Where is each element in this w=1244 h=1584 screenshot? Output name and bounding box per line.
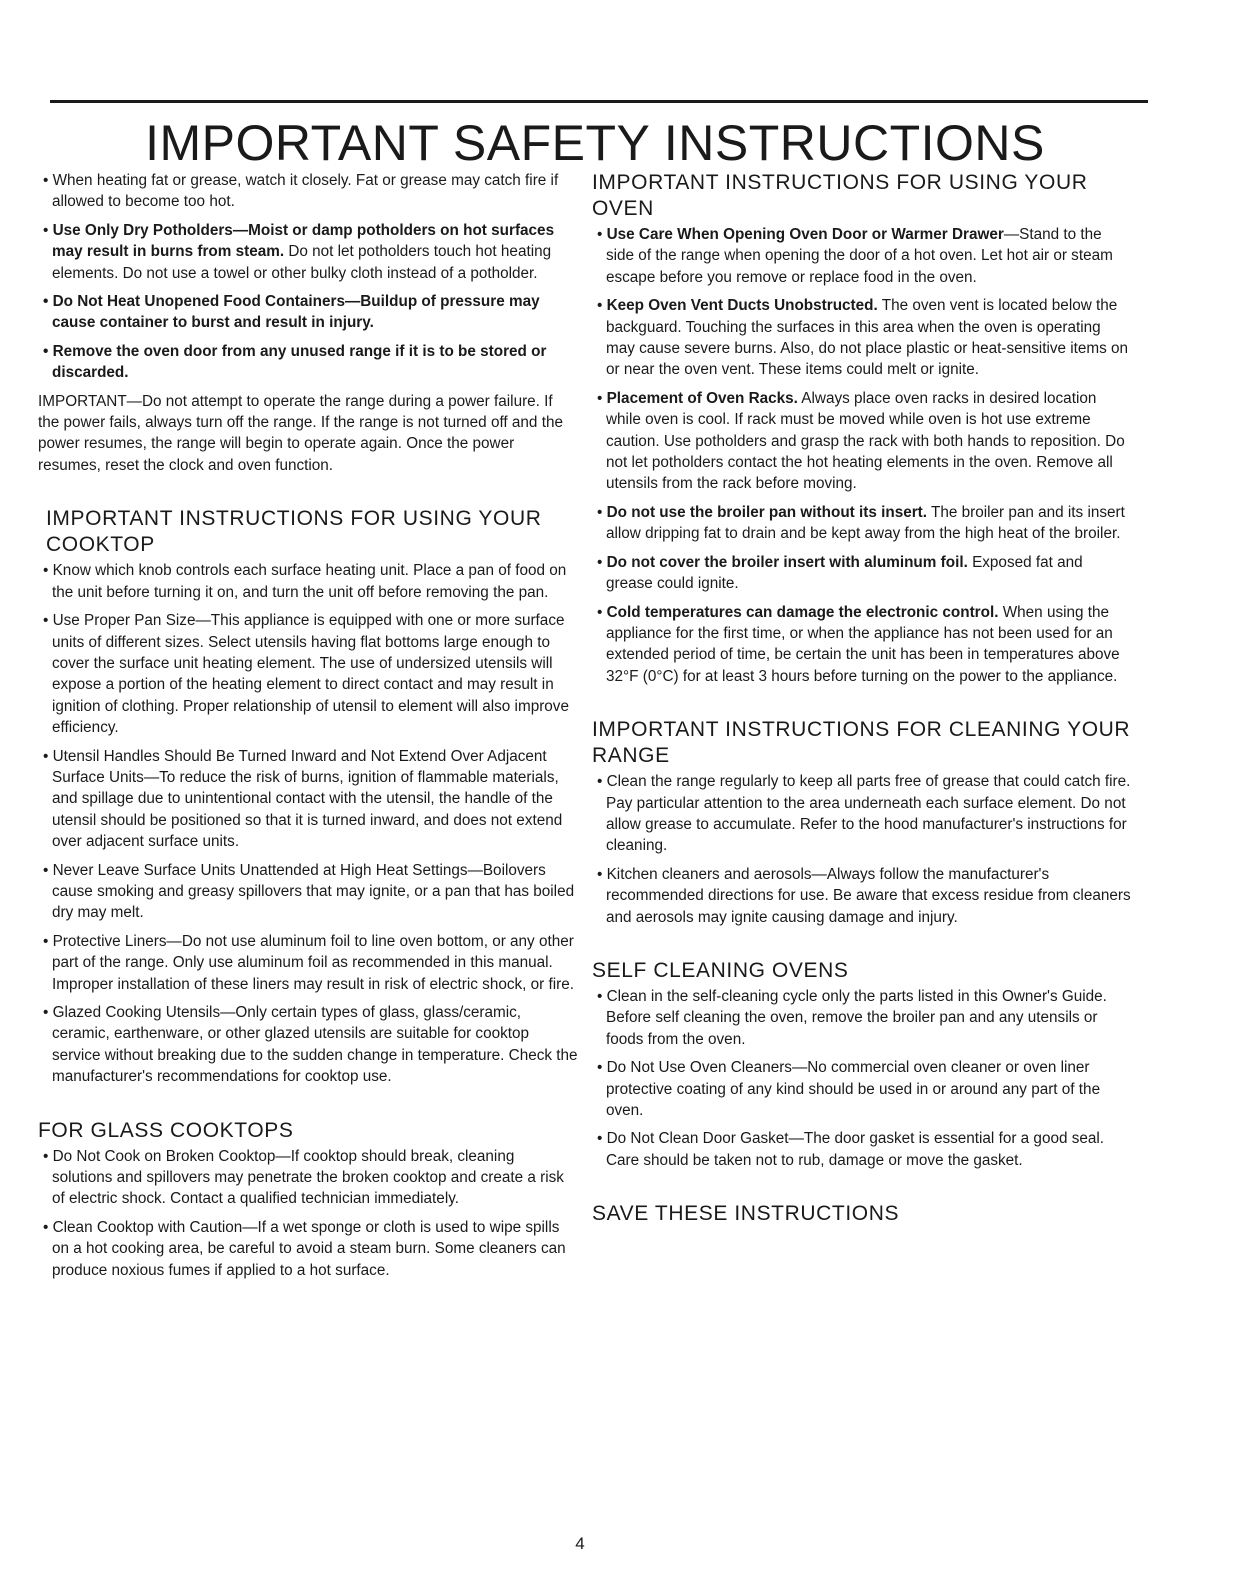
list-item: • Utensil Handles Should Be Turned Inward and Not Extend Over Adjacent Surface Units—To reduce the risk of burns, ignition of flammable materials, and spillage due to unintentional contact with the utensil, the handle of the utensil should be positioned so that it is turned inward, and does not extend over adjacent surface units. — [38, 746, 578, 853]
list-item: • Kitchen cleaners and aerosols—Always follow the manufacturer's recommended directions for use. Be aware that excess residue from cleaners and aerosols may ignite causing damage and injury. — [592, 864, 1132, 928]
important-note: IMPORTANT—Do not attempt to operate the range during a power failure. If the power fails, always turn off the range. If the range is not turned off and the power resumes, the range will begin to operate again. Once the power resumes, reset the clock and oven function. — [38, 392, 563, 474]
page-title: IMPORTANT SAFETY INSTRUCTIONS — [145, 115, 1045, 171]
page-number: 4 — [575, 1534, 585, 1553]
list-item: • Glazed Cooking Utensils—Only certain types of glass, glass/ceramic, ceramic, earthenware, or other glazed utensils are suitable for cooktop service without breaking due to the sudden change in temperature. Check the manufacturer's recommendations for cooktop use. — [38, 1002, 578, 1088]
list-item: • Do Not Use Oven Cleaners—No commercial oven cleaner or oven liner protective coating of any kind should be used in or around any part of the oven. — [592, 1057, 1132, 1121]
right-column — [592, 170, 1132, 1229]
section-heading-cooktop: IMPORTANT INSTRUCTIONS FOR USING YOUR COOKTOP — [46, 507, 542, 557]
list-item: • Use Only Dry Potholders—Moist or damp potholders on hot surfaces may result in burns from steam. Do not let potholders touch hot heating elements. Do not use a towel or other bulky cloth instead of a potholder. — [38, 220, 578, 284]
top-rule — [50, 100, 1148, 103]
section-heading-cleaning: IMPORTANT INSTRUCTIONS FOR CLEANING YOUR RANGE — [592, 718, 1131, 768]
list-item: • Never Leave Surface Units Unattended at High Heat Settings—Boilovers cause smoking and greasy spillovers that may ignite, or a pan that has boiled dry may melt. — [38, 860, 578, 924]
list-item: • Know which knob controls each surface heating unit. Place a pan of food on the unit before turning it on, and turn the unit off before removing the pan. — [38, 560, 578, 603]
list-item: • Cold temperatures can damage the electronic control. When using the appliance for the first time, or when the appliance has not been used for an extended period of time, be certain the unit has been in temperatures above 32°F (0°C) for at least 3 hours before turning on the power to the appliance. — [592, 602, 1132, 688]
list-item: • Do not cover the broiler insert with aluminum foil. Exposed fat and grease could ignite. — [592, 552, 1132, 595]
list-item: • Protective Liners—Do not use aluminum foil to line oven bottom, or any other part of the range. Only use aluminum foil as recommended in this manual. Improper installation of these liners may result in risk of electric shock, or fire. — [38, 931, 578, 995]
list-item: • Do not use the broiler pan without its insert. The broiler pan and its insert allow dripping fat to drain and be kept away from the high heat of the broiler. — [592, 502, 1132, 545]
list-item: • When heating fat or grease, watch it closely. Fat or grease may catch fire if allowed to become too hot. — [38, 170, 578, 213]
section-heading-glass-cooktops: FOR GLASS COOKTOPS — [38, 1118, 294, 1142]
list-item: • Clean the range regularly to keep all parts free of grease that could catch fire. Pay particular attention to the area underneath each surface element. Do not allow grease to accumulate. Refer to the hood manufacturer's instructions for cleaning. — [592, 771, 1132, 857]
left-column — [38, 170, 578, 1288]
list-item: • Do Not Heat Unopened Food Containers—Buildup of pressure may cause container to burst and result in injury. — [38, 291, 578, 334]
section-heading-save: SAVE THESE INSTRUCTIONS — [592, 1202, 900, 1226]
list-item: • Do Not Cook on Broken Cooktop—If cooktop should break, cleaning solutions and spillovers may penetrate the broken cooktop and create a risk of electric shock. Contact a qualified technician immediately. — [38, 1146, 578, 1210]
list-item: • Placement of Oven Racks. Always place oven racks in desired location while oven is cool. If rack must be moved while oven is hot use extreme caution. Use potholders and grasp the rack with both hands to reposition. Do not let potholders contact the hot heating elements in the oven. Remove all utensils from the rack before moving. — [592, 388, 1132, 495]
list-item: • Clean Cooktop with Caution—If a wet sponge or cloth is used to wipe spills on a hot cooking area, be careful to avoid a steam burn. Some cleaners can produce noxious fumes if applied to a hot surface. — [38, 1217, 578, 1281]
list-item: • Clean in the self-cleaning cycle only the parts listed in this Owner's Guide. Before self cleaning the oven, remove the broiler pan and any utensils or foods from the oven. — [592, 986, 1132, 1050]
list-item: • Keep Oven Vent Ducts Unobstructed. The oven vent is located below the backguard. Touching the surfaces in this area when the oven is operating may cause severe burns. Also, do not place plastic or heat-sensitive items on or near the oven vent. These items could melt or ignite. — [592, 295, 1132, 381]
list-item: • Remove the oven door from any unused range if it is to be stored or discarded. — [38, 341, 578, 384]
section-heading-oven: IMPORTANT INSTRUCTIONS FOR USING YOUR OVEN — [592, 171, 1088, 220]
list-item: • Do Not Clean Door Gasket—The door gasket is essential for a good seal. Care should be taken not to rub, damage or move the gasket. — [592, 1128, 1132, 1171]
list-item: • Use Care When Opening Oven Door or Warmer Drawer—Stand to the side of the range when opening the door of a hot oven. Let hot air or steam escape before you remove or replace food in the oven. — [592, 224, 1132, 288]
section-heading-self-cleaning: SELF CLEANING OVENS — [592, 958, 849, 982]
list-item: • Use Proper Pan Size—This appliance is equipped with one or more surface units of different sizes. Select utensils having flat bottoms large enough to cover the surface unit heating element. The use of undersized utensils will expose a portion of the heating element to direct contact and may result in ignition of clothing. Proper relationship of utensil to element will also improve efficiency. — [38, 610, 578, 738]
